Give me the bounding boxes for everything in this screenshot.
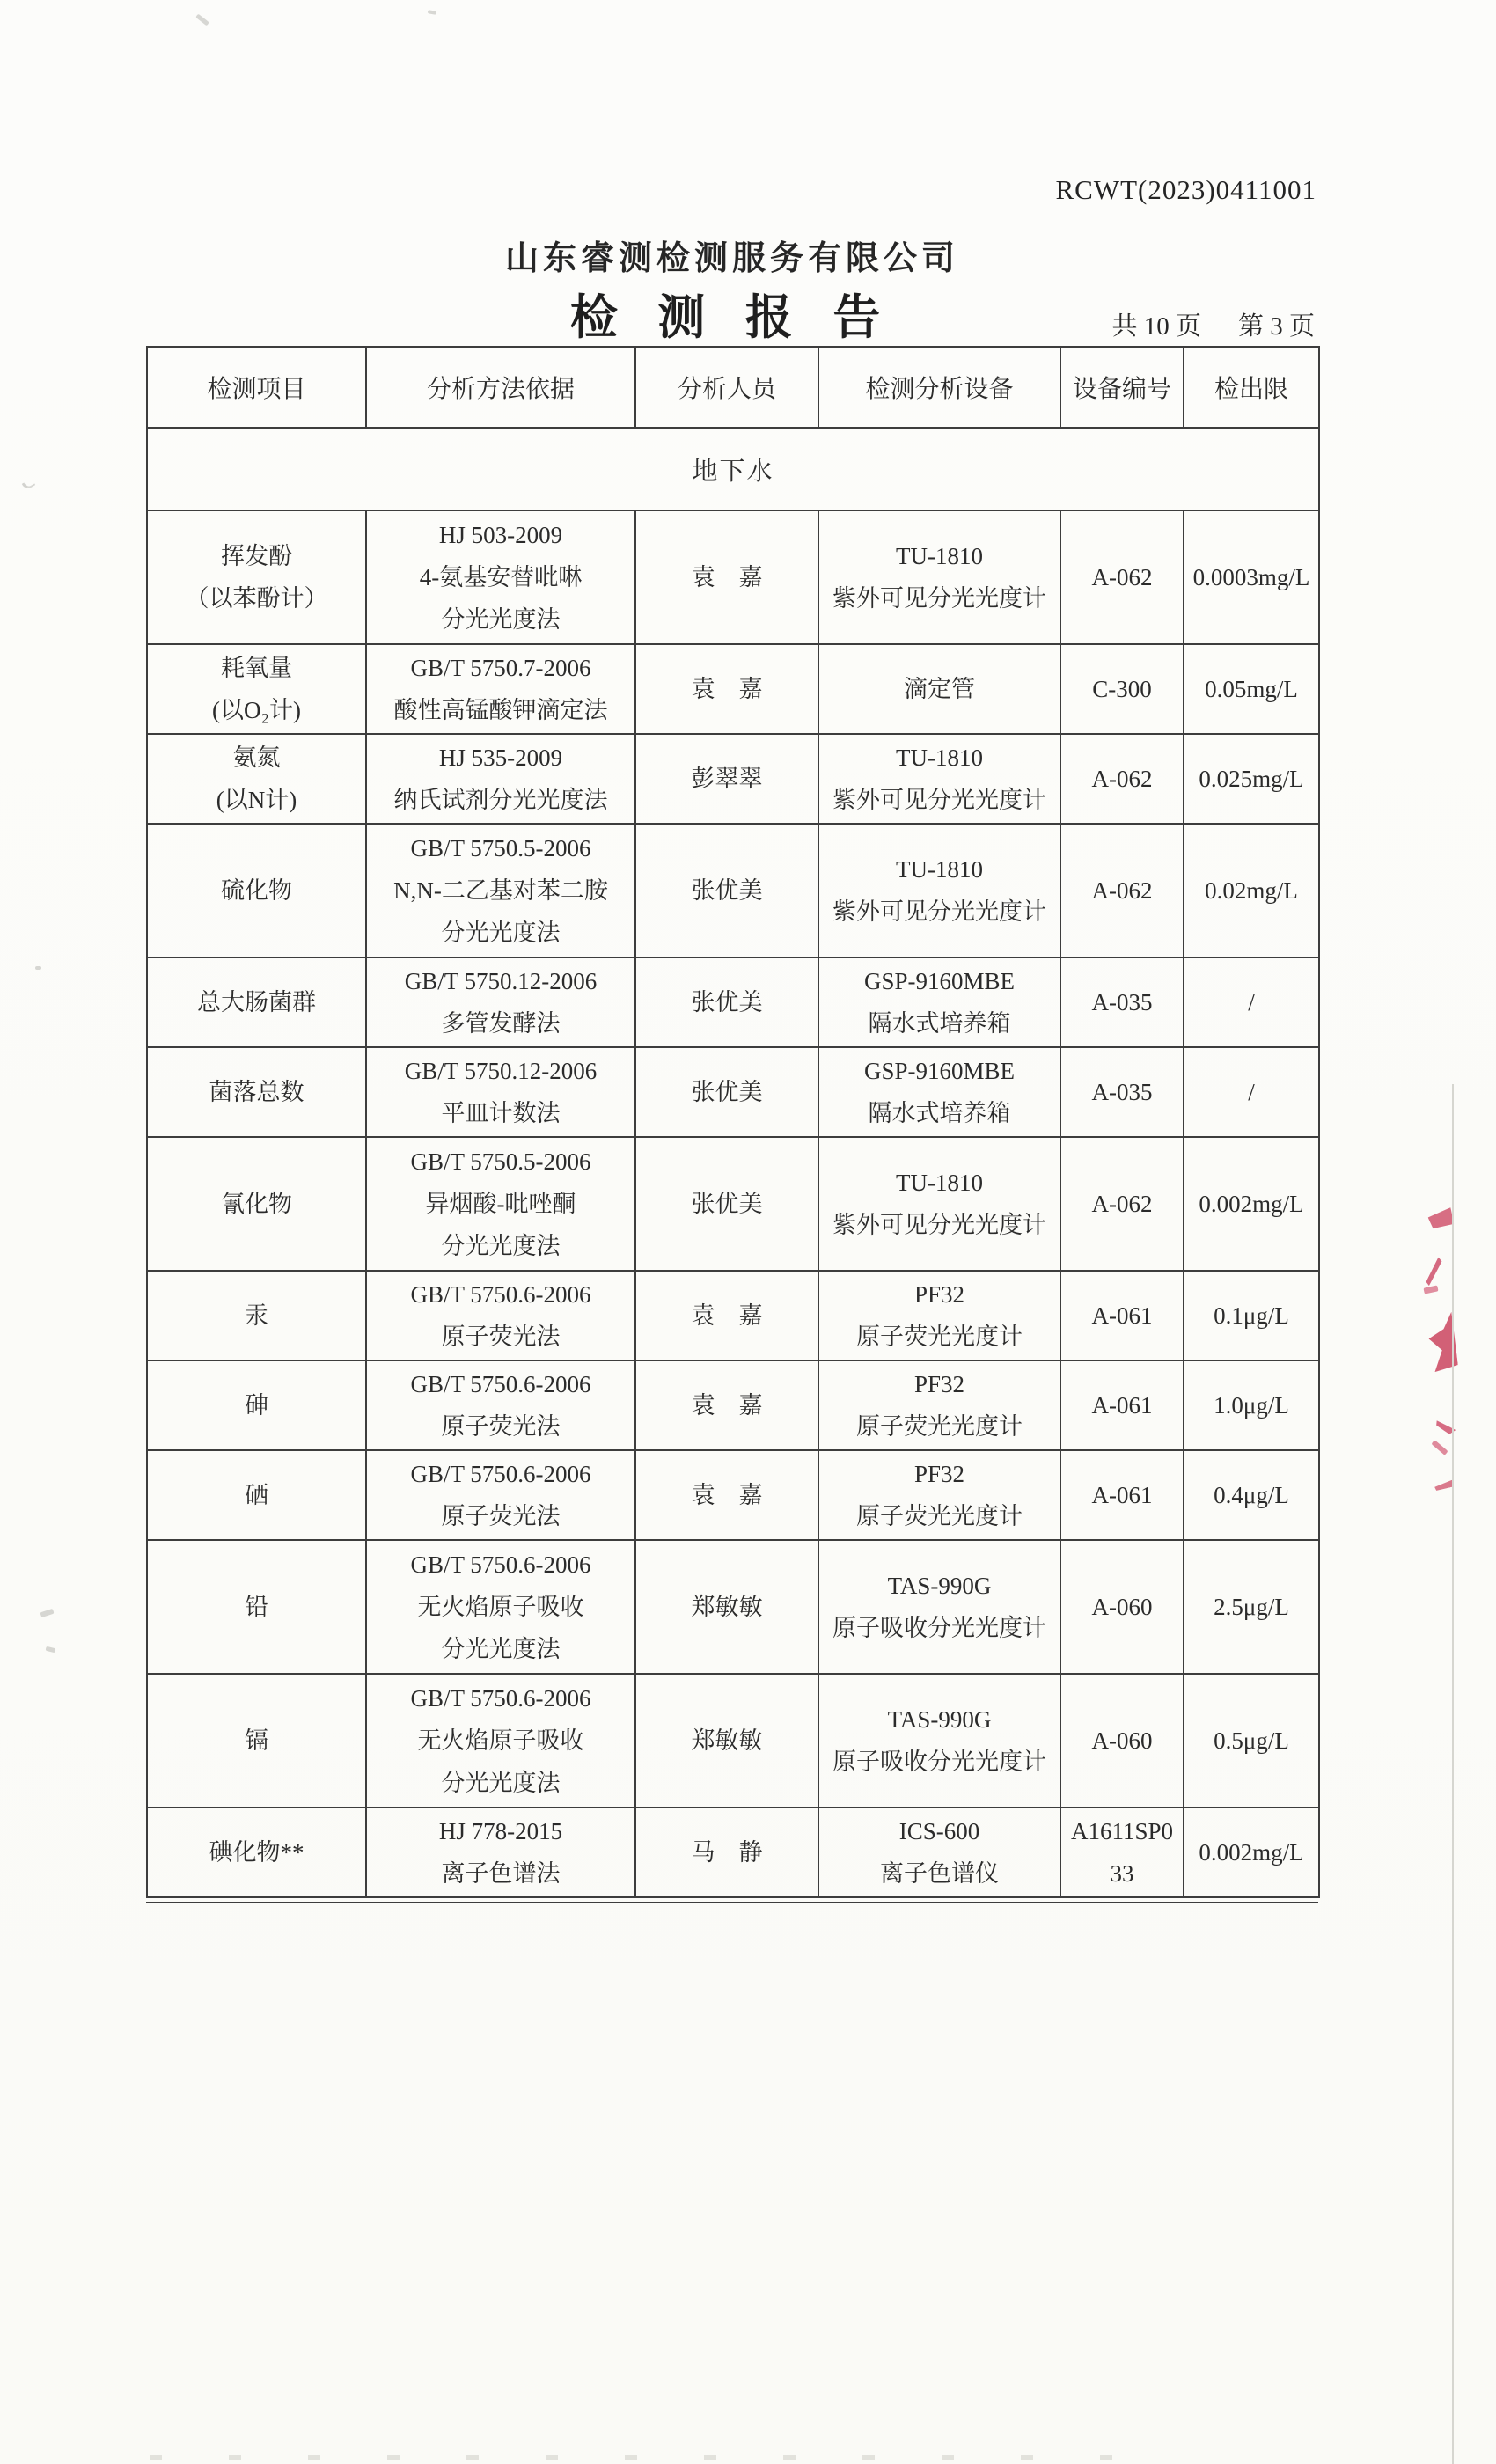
cell-line: 挥发酚	[221, 543, 292, 569]
cell-equipment	[818, 1271, 1060, 1360]
cell-device-number	[1060, 734, 1184, 824]
cell-line: A-061	[1091, 1302, 1153, 1329]
cell-test-item	[147, 1674, 366, 1808]
table-row-9	[147, 1360, 1319, 1450]
cell-test-item	[147, 1360, 366, 1450]
cell-line: GB/T 5750.12-2006	[404, 1058, 598, 1084]
cell-line: A-062	[1091, 877, 1153, 904]
test-report-table	[146, 346, 1320, 1898]
table-row-10	[147, 1450, 1319, 1540]
cell-line: GB/T 5750.6-2006	[410, 1461, 591, 1487]
cell-method	[366, 1674, 635, 1808]
red-stamp-fragment	[1431, 1440, 1448, 1455]
company-name: 山东睿测检测服务有限公司	[504, 240, 959, 277]
cell-line: HJ 535-2009	[438, 744, 563, 771]
cell-line: 碘化物**	[209, 1839, 304, 1866]
cell-line: TU-1810	[896, 1170, 983, 1196]
cell-line: 张优美	[691, 877, 763, 904]
scan-speck	[40, 1609, 54, 1617]
cell-line: 郑敏敏	[691, 1727, 763, 1754]
cell-equipment	[818, 957, 1060, 1047]
cell-line: /	[1248, 1079, 1255, 1105]
scan-noise-band	[150, 2455, 1118, 2460]
cell-line: 紫外可见分光光度计	[832, 898, 1046, 925]
cell-equipment	[818, 824, 1060, 957]
cell-line: N,N-二乙基对苯二胺	[393, 877, 608, 904]
cell-line: 原子荧光光度计	[856, 1413, 1023, 1440]
cell-test-item	[147, 1808, 366, 1897]
cell-line: 原子荧光光度计	[856, 1503, 1023, 1529]
cell-detection-limit	[1184, 1540, 1319, 1674]
cell-line: A-035	[1091, 1079, 1153, 1105]
cell-device-number	[1060, 644, 1184, 734]
cell-line: 袁 嘉	[691, 1482, 763, 1508]
cell-line: 无火焰原子吸收	[417, 1594, 584, 1620]
table-row-6	[147, 1047, 1319, 1137]
cell-line: A-061	[1091, 1392, 1153, 1419]
cell-method	[366, 1450, 635, 1540]
cell-line: 硫化物	[221, 877, 292, 904]
table-row-12	[147, 1674, 1319, 1808]
cell-line: GB/T 5750.6-2006	[410, 1685, 591, 1712]
cell-line: 4-氨基安替吡啉	[419, 564, 583, 590]
cell-line: /	[1248, 989, 1255, 1016]
cell-line: 0.5μg/L	[1214, 1727, 1289, 1754]
report-table-body	[147, 510, 1319, 1897]
table-row-7	[147, 1137, 1319, 1271]
cell-method	[366, 1360, 635, 1450]
cell-line: 0.0003mg/L	[1192, 564, 1310, 590]
cell-line: A1611SP0	[1070, 1818, 1174, 1844]
cell-detection-limit	[1184, 644, 1319, 734]
paper-edge-line	[1452, 1084, 1454, 2464]
column-header-method: 分析方法依据	[366, 347, 635, 428]
cell-line: 2.5μg/L	[1214, 1594, 1289, 1620]
cell-test-item	[147, 1047, 366, 1137]
report-title: 检 测 报 告	[569, 291, 895, 344]
cell-device-number	[1060, 1450, 1184, 1540]
cell-line: A-062	[1091, 766, 1153, 792]
cell-line: TAS-990G	[887, 1706, 992, 1733]
cell-line: HJ 778-2015	[438, 1818, 563, 1844]
cell-line: 袁 嘉	[691, 564, 763, 590]
cell-line: A-062	[1091, 564, 1153, 590]
cell-line: A-035	[1091, 989, 1153, 1016]
cell-method	[366, 1137, 635, 1271]
cell-detection-limit	[1184, 734, 1319, 824]
cell-analyst	[635, 510, 818, 644]
cell-line: 平皿计数法	[441, 1100, 561, 1126]
cell-line: 原子吸收分光光度计	[832, 1615, 1046, 1641]
cell-analyst	[635, 1271, 818, 1360]
cell-line: 滴定管	[904, 676, 975, 702]
cell-analyst	[635, 1047, 818, 1137]
cell-line: GB/T 5750.6-2006	[410, 1371, 591, 1397]
cell-line: TU-1810	[896, 543, 983, 569]
cell-method	[366, 510, 635, 644]
cell-detection-limit	[1184, 1137, 1319, 1271]
cell-line: PF32	[913, 1371, 965, 1397]
page-total: 共 10 页	[1111, 312, 1201, 341]
cell-method	[366, 644, 635, 734]
column-header-test-item: 检测项目	[147, 347, 366, 428]
cell-line: 离子色谱法	[441, 1860, 561, 1887]
cell-line: 0.002mg/L	[1199, 1839, 1304, 1866]
cell-line: 原子荧光光度计	[856, 1324, 1023, 1350]
cell-equipment	[818, 1450, 1060, 1540]
cell-line: 0.025mg/L	[1199, 766, 1304, 792]
table-row-8	[147, 1271, 1319, 1360]
scan-speck	[46, 1646, 56, 1654]
cell-line: 袁 嘉	[691, 1302, 763, 1329]
table-row-3	[147, 734, 1319, 824]
cell-method	[366, 957, 635, 1047]
cell-analyst	[635, 644, 818, 734]
cell-line: GB/T 5750.5-2006	[410, 835, 591, 862]
cell-detection-limit	[1184, 1808, 1319, 1897]
cell-line: 酸性高锰酸钾滴定法	[393, 697, 608, 723]
cell-line: 袁 嘉	[691, 1392, 763, 1419]
cell-line: 紫外可见分光光度计	[832, 585, 1046, 612]
cell-line: 0.4μg/L	[1214, 1482, 1289, 1508]
red-stamp-fragment	[1423, 1285, 1438, 1294]
cell-line: HJ 503-2009	[438, 522, 563, 548]
cell-test-item	[147, 1271, 366, 1360]
table-row-5	[147, 957, 1319, 1047]
cell-equipment	[818, 1808, 1060, 1897]
cell-line: 纳氏试剂分光光度法	[393, 787, 608, 813]
cell-line: 汞	[245, 1302, 268, 1329]
report-number: RCWT(2023)0411001	[1055, 174, 1316, 205]
cell-line: C-300	[1092, 676, 1152, 702]
cell-test-item	[147, 957, 366, 1047]
cell-line: 分光光度法	[441, 1233, 561, 1259]
cell-line: 郑敏敏	[691, 1594, 763, 1620]
cell-analyst	[635, 1360, 818, 1450]
cell-equipment	[818, 1674, 1060, 1808]
cell-line: 原子荧光法	[441, 1324, 561, 1350]
cell-line: 隔水式培养箱	[868, 1010, 1011, 1037]
cell-line: TU-1810	[896, 856, 983, 883]
cell-detection-limit	[1184, 1047, 1319, 1137]
cell-line: A-060	[1091, 1594, 1153, 1620]
table-row-2	[147, 644, 1319, 734]
cell-analyst	[635, 824, 818, 957]
cell-line: 0.05mg/L	[1205, 676, 1298, 702]
cell-analyst	[635, 1808, 818, 1897]
cell-method	[366, 1047, 635, 1137]
cell-device-number	[1060, 957, 1184, 1047]
cell-method	[366, 1808, 635, 1897]
cell-line: (以O₂计)	[212, 697, 301, 723]
cell-equipment	[818, 1047, 1060, 1137]
cell-line: 分光光度法	[441, 1770, 561, 1796]
cell-equipment	[818, 734, 1060, 824]
cell-line: 彭翠翠	[691, 766, 763, 792]
cell-line: 紫外可见分光光度计	[832, 1212, 1046, 1238]
cell-test-item	[147, 824, 366, 957]
cell-equipment	[818, 510, 1060, 644]
column-header-device-number: 设备编号	[1060, 347, 1184, 428]
cell-detection-limit	[1184, 1360, 1319, 1450]
cell-line: 多管发酵法	[441, 1010, 561, 1037]
table-bottom-double-rule	[146, 1902, 1318, 1903]
cell-line: 氰化物	[221, 1191, 292, 1217]
cell-detection-limit	[1184, 957, 1319, 1047]
scan-speck	[428, 10, 437, 15]
cell-analyst	[635, 1540, 818, 1674]
section-row	[147, 428, 1319, 510]
column-header-detection-limit: 检出限	[1184, 347, 1319, 428]
cell-line: 分光光度法	[441, 920, 561, 946]
cell-line: 0.02mg/L	[1205, 877, 1298, 904]
table-row-13	[147, 1808, 1319, 1897]
cell-line: GB/T 5750.6-2006	[410, 1551, 591, 1578]
cell-equipment	[818, 1540, 1060, 1674]
table-row-11	[147, 1540, 1319, 1674]
cell-line: 袁 嘉	[691, 676, 763, 702]
cell-line: GB/T 5750.12-2006	[404, 968, 598, 994]
cell-line: 总大肠菌群	[197, 989, 316, 1016]
cell-line: PF32	[913, 1461, 965, 1487]
cell-line: 原子荧光法	[441, 1413, 561, 1440]
cell-device-number	[1060, 1137, 1184, 1271]
scan-speck	[35, 966, 41, 970]
cell-equipment	[818, 644, 1060, 734]
cell-detection-limit	[1184, 1450, 1319, 1540]
cell-method	[366, 1540, 635, 1674]
cell-analyst	[635, 1137, 818, 1271]
cell-method	[366, 734, 635, 824]
cell-line: 原子吸收分光光度计	[832, 1749, 1046, 1775]
section-label-groundwater: 地下水	[147, 428, 1319, 510]
cell-analyst	[635, 734, 818, 824]
cell-line: 原子荧光法	[441, 1503, 561, 1529]
cell-test-item	[147, 1137, 366, 1271]
cell-line: GB/T 5750.6-2006	[410, 1281, 591, 1308]
cell-line: 菌落总数	[209, 1079, 304, 1105]
cell-line: 张优美	[691, 989, 763, 1016]
page-current: 第 3 页	[1237, 312, 1315, 341]
cell-detection-limit	[1184, 510, 1319, 644]
cell-device-number	[1060, 510, 1184, 644]
table-row-1	[147, 510, 1319, 644]
cell-test-item	[147, 644, 366, 734]
cell-line: 分光光度法	[441, 606, 561, 633]
red-stamp-fragment	[1425, 1257, 1442, 1287]
cell-line: 33	[1110, 1860, 1134, 1887]
cell-method	[366, 1271, 635, 1360]
cell-line: TU-1810	[896, 744, 983, 771]
column-header-analyst: 分析人员	[635, 347, 818, 428]
table-header-row	[147, 347, 1319, 428]
cell-device-number	[1060, 1360, 1184, 1450]
cell-line: A-060	[1091, 1727, 1153, 1754]
cell-line: A-061	[1091, 1482, 1153, 1508]
cell-line: ICS-600	[898, 1818, 980, 1844]
cell-line: 分光光度法	[441, 1636, 561, 1662]
cell-line: GB/T 5750.7-2006	[410, 655, 591, 681]
cell-line: 0.002mg/L	[1199, 1191, 1304, 1217]
page-info	[1111, 306, 1315, 342]
cell-line: 离子色谱仪	[880, 1860, 999, 1887]
cell-line: GSP-9160MBE	[863, 1058, 1016, 1084]
cell-line: GSP-9160MBE	[863, 968, 1016, 994]
cell-detection-limit	[1184, 1674, 1319, 1808]
cell-line: 异烟酸-吡唑酮	[425, 1191, 576, 1217]
cell-test-item	[147, 1540, 366, 1674]
cell-line: 硒	[245, 1482, 268, 1508]
cell-line: 铅	[245, 1594, 268, 1620]
cell-device-number	[1060, 1674, 1184, 1808]
cell-line: 1.0μg/L	[1214, 1392, 1289, 1419]
cell-line: 张优美	[691, 1079, 763, 1105]
cell-detection-limit	[1184, 824, 1319, 957]
cell-line: (以N计)	[216, 787, 297, 813]
scan-speck	[195, 14, 209, 26]
cell-line: A-062	[1091, 1191, 1153, 1217]
cell-line: 紫外可见分光光度计	[832, 787, 1046, 813]
cell-line: TAS-990G	[887, 1573, 992, 1599]
cell-line: 耗氧量	[221, 655, 292, 681]
cell-line: 无火焰原子吸收	[417, 1727, 584, 1754]
cell-line: 0.1μg/L	[1214, 1302, 1289, 1329]
cell-line: 砷	[245, 1392, 268, 1419]
cell-test-item	[147, 510, 366, 644]
scan-speck	[22, 478, 36, 490]
cell-analyst	[635, 957, 818, 1047]
cell-device-number	[1060, 1540, 1184, 1674]
cell-line: GB/T 5750.5-2006	[410, 1148, 591, 1175]
cell-line: 马 静	[691, 1839, 763, 1866]
cell-test-item	[147, 1450, 366, 1540]
cell-equipment	[818, 1137, 1060, 1271]
cell-line: 隔水式培养箱	[868, 1100, 1011, 1126]
cell-line: 氨氮	[232, 744, 281, 771]
cell-equipment	[818, 1360, 1060, 1450]
cell-device-number	[1060, 1808, 1184, 1897]
cell-test-item	[147, 734, 366, 824]
cell-line: PF32	[913, 1281, 965, 1308]
cell-line: 张优美	[691, 1191, 763, 1217]
cell-analyst	[635, 1450, 818, 1540]
cell-device-number	[1060, 1047, 1184, 1137]
cell-analyst	[635, 1674, 818, 1808]
cell-method	[366, 824, 635, 957]
cell-detection-limit	[1184, 1271, 1319, 1360]
cell-device-number	[1060, 824, 1184, 957]
cell-line: 镉	[245, 1727, 268, 1754]
table-row-4	[147, 824, 1319, 957]
cell-device-number	[1060, 1271, 1184, 1360]
cell-line: （以苯酚计）	[185, 585, 328, 612]
column-header-equipment: 检测分析设备	[818, 347, 1060, 428]
